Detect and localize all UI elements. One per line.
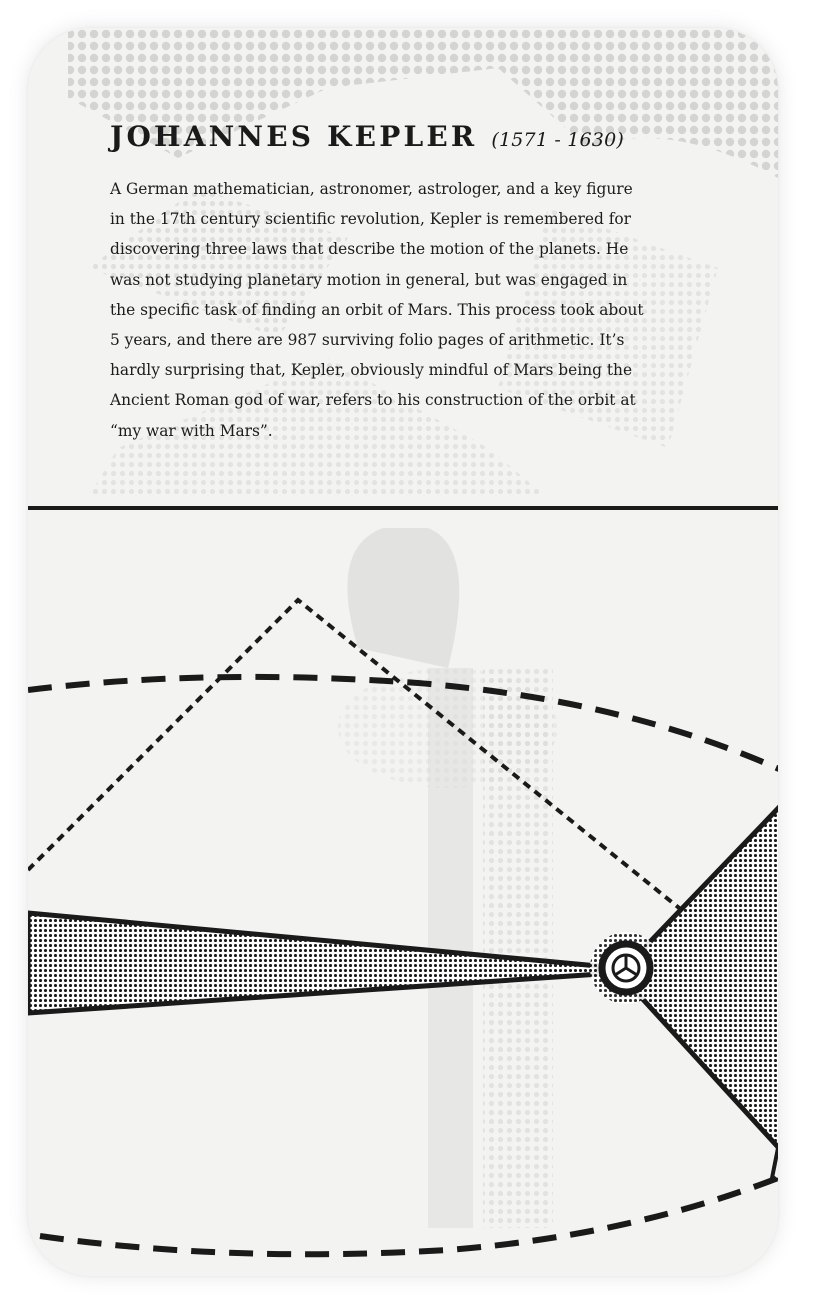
kepler-card xyxy=(28,28,778,1276)
life-dates: (1571 - 1630) xyxy=(491,129,624,151)
bio-line: 5 years, and there are 987 surviving folio pages of arithmetic. It’s xyxy=(110,331,625,350)
bio-line: discovering three laws that describe the motion of the planets. He xyxy=(110,240,629,259)
bio-line: Ancient Roman god of war, refers to his construction of the orbit at xyxy=(110,391,636,410)
bio-line: hardly surprising that, Kepler, obviously mindful of Mars being the xyxy=(110,361,633,380)
orbit-diagram xyxy=(28,28,778,1276)
sun-icon xyxy=(590,932,662,1004)
bio-line: A German mathematician, astronomer, astrologer, and a key figure xyxy=(110,180,633,198)
bio-line: the specific task of finding an orbit of Mars. This process took about xyxy=(110,300,644,319)
bio-line: was not studying planetary motion in general, but was engaged in xyxy=(110,270,628,289)
page-title: JOHANNES KEPLER xyxy=(110,120,478,153)
bio-line: in the 17th century scientific revolution, Kepler is remembered for xyxy=(110,210,632,229)
orbit-lower-dashed xyxy=(40,1178,778,1254)
left-wedge xyxy=(28,913,600,1013)
bio-line: “my war with Mars”. xyxy=(110,421,273,440)
